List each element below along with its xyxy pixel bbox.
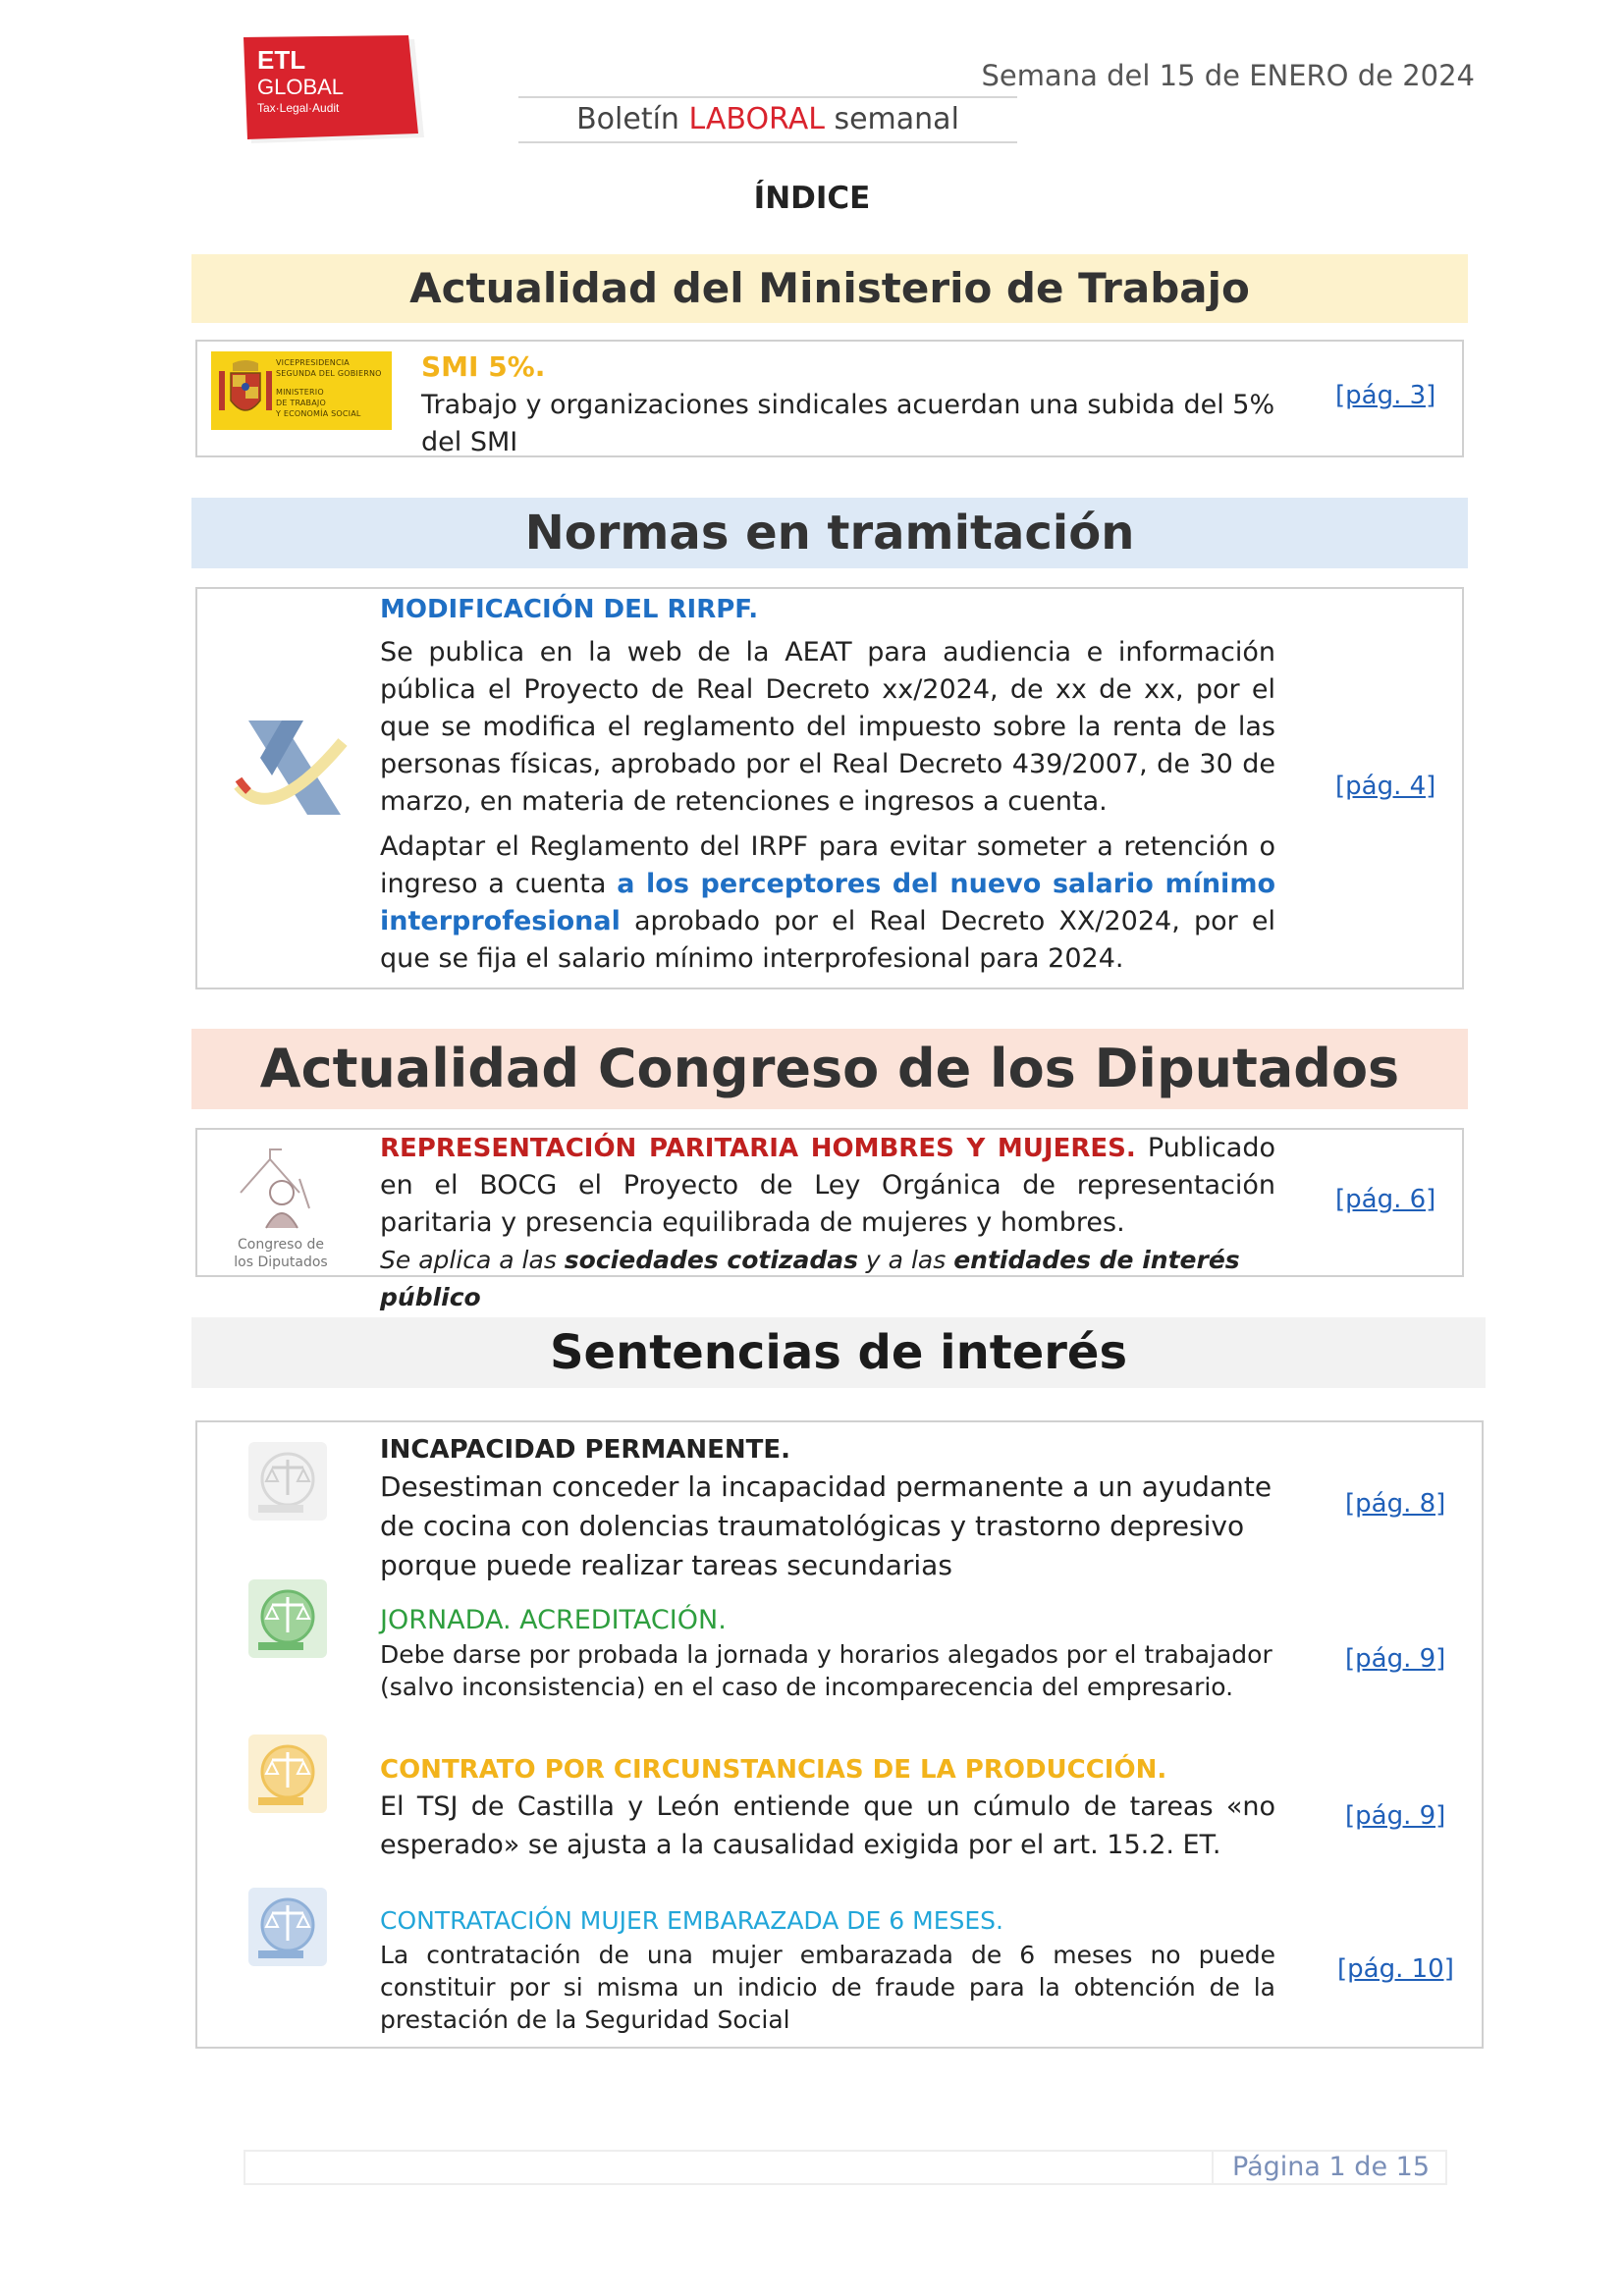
sentencia-text: Debe darse por probada la jornada y horarios alegados por el trabajador (salvo inconsistencia) en el caso de incomparecencia del empresario. bbox=[380, 1640, 1272, 1701]
logo-brand: ETL bbox=[257, 45, 306, 75]
page-link-6[interactable]: [pág. 6] bbox=[1335, 1185, 1436, 1214]
etl-global-logo bbox=[242, 35, 428, 145]
sentencia-title: JORNADA. ACREDITACIÓN. bbox=[380, 1605, 727, 1635]
ministerio-box bbox=[195, 340, 1464, 457]
ministerio-logo-line: Y ECONOMÍA SOCIAL bbox=[276, 409, 361, 418]
normas-box bbox=[195, 587, 1464, 989]
sentencia-title: INCAPACIDAD PERMANENTE. bbox=[380, 1435, 791, 1465]
page-link-10[interactable]: [pág. 10] bbox=[1337, 1954, 1454, 1984]
page-link-4[interactable]: [pág. 4] bbox=[1335, 772, 1436, 801]
page-link-9[interactable]: [pág. 9] bbox=[1345, 1644, 1446, 1674]
header-divider-bottom bbox=[518, 141, 1017, 143]
logo-tagline: Tax·Legal·Audit bbox=[257, 101, 340, 115]
ministerio-logo-line: SEGUNDA DEL GOBIERNO bbox=[276, 369, 382, 378]
congreso-emblem-icon bbox=[227, 1140, 335, 1234]
index-title: ÍNDICE bbox=[753, 181, 871, 216]
section-ministerio-title: Actualidad del Ministerio de Trabajo bbox=[191, 254, 1468, 323]
aeat-logo-icon bbox=[233, 717, 351, 825]
congreso-box bbox=[195, 1128, 1464, 1311]
page-link-8[interactable]: [pág. 8] bbox=[1345, 1489, 1446, 1519]
congreso-logo-line-1: Congreso de bbox=[238, 1237, 324, 1253]
sentencia-text: El TSJ de Castilla y León entiende que un cúmulo de tareas «no esperado» se ajusta a la causalidad exigida por el art. 15.2. ET. bbox=[380, 1791, 1275, 1860]
paritaria-text: REPRESENTACIÓN PARITARIA HOMBRES Y MUJERES. Publicado en el BOCG el Proyecto de Ley Orgánica de representación paritaria y presencia equilibrada de mujeres y hombres. bbox=[380, 1133, 1275, 1238]
section-sentencias-title: Sentencias de interés bbox=[191, 1317, 1486, 1388]
sentencias-box bbox=[195, 1420, 1484, 2049]
justice-scale-icon bbox=[248, 1579, 327, 1658]
logo-name: GLOBAL bbox=[257, 75, 345, 99]
bulletin-title: Boletín LABORAL semanal bbox=[576, 102, 959, 136]
sentencia-title: CONTRATO POR CIRCUNSTANCIAS DE LA PRODUCCIÓN. bbox=[380, 1755, 1167, 1785]
sentencia-text: Desestiman conceder la incapacidad permanente a un ayudante de cocina con dolencias traumatológicas y trastorno depresivo porque puede realizar tareas secundarias bbox=[380, 1470, 1272, 1581]
congreso-logo-line-2: los Diputados bbox=[234, 1255, 328, 1270]
rirpf-title: MODIFICACIÓN DEL RIRPF. bbox=[380, 595, 759, 624]
paritaria-title: REPRESENTACIÓN PARITARIA HOMBRES Y MUJERES. bbox=[380, 1134, 1136, 1163]
ministerio-logo-line: DE TRABAJO bbox=[276, 399, 326, 407]
congreso-logo bbox=[227, 1140, 335, 1273]
page-link-3[interactable]: [pág. 3] bbox=[1335, 381, 1436, 410]
header-divider-top bbox=[518, 96, 1017, 98]
section-normas-title: Normas en tramitación bbox=[191, 498, 1468, 568]
ministerio-logo-line: MINISTERIO bbox=[276, 388, 324, 397]
rirpf-para-1: Se publica en la web de la AEAT para audiencia e información pública el Proyecto de Real Decreto xx/2024, de xx de xx, por el que se modifica el reglamento del impuesto sobre la renta de las personas físicas, aprobado por el Real Decreto 439/2007, de 30 de marzo, en materia de retenciones e ingresos a cuenta. bbox=[380, 637, 1275, 817]
footer-divider bbox=[1212, 2152, 1214, 2183]
rirpf-para-2: Adaptar el Reglamento del IRPF para evitar someter a retención o ingreso a cuenta a los perceptores del nuevo salario mínimo interprofesional aprobado por el Real Decreto XX/2024, por el que se fija el salario mínimo interprofesional para 2024. bbox=[380, 831, 1275, 974]
week-label: Semana del 15 de ENERO de 2024 bbox=[981, 59, 1475, 92]
spain-coat-of-arms-icon bbox=[219, 359, 272, 422]
page-number: Página 1 de 15 bbox=[1232, 2152, 1430, 2182]
justice-scale-icon bbox=[248, 1888, 327, 1966]
ministerio-logo bbox=[211, 351, 392, 430]
smi-text: Trabajo y organizaciones sindicales acuerdan una subida del 5% del SMI bbox=[421, 390, 1275, 457]
ministerio-logo-line: VICEPRESIDENCIA bbox=[276, 358, 350, 367]
paritaria-scope: Se aplica a las sociedades cotizadas y a las entidades de interés público bbox=[380, 1246, 1240, 1311]
section-congreso-title: Actualidad Congreso de los Diputados bbox=[191, 1029, 1468, 1109]
justice-scale-icon bbox=[248, 1735, 327, 1813]
sentencia-text: La contratación de una mujer embarazada de 6 meses no puede constituir por si misma un indicio de fraude para la obtención de la prestación de la Seguridad Social bbox=[380, 1941, 1275, 2034]
page-footer bbox=[244, 2150, 1447, 2185]
page-link-9b[interactable]: [pág. 9] bbox=[1345, 1801, 1446, 1831]
justice-scale-icon bbox=[248, 1442, 327, 1521]
sentencia-title: CONTRATACIÓN MUJER EMBARAZADA DE 6 MESES. bbox=[380, 1906, 1003, 1935]
smi-title: SMI 5%. bbox=[421, 350, 546, 383]
